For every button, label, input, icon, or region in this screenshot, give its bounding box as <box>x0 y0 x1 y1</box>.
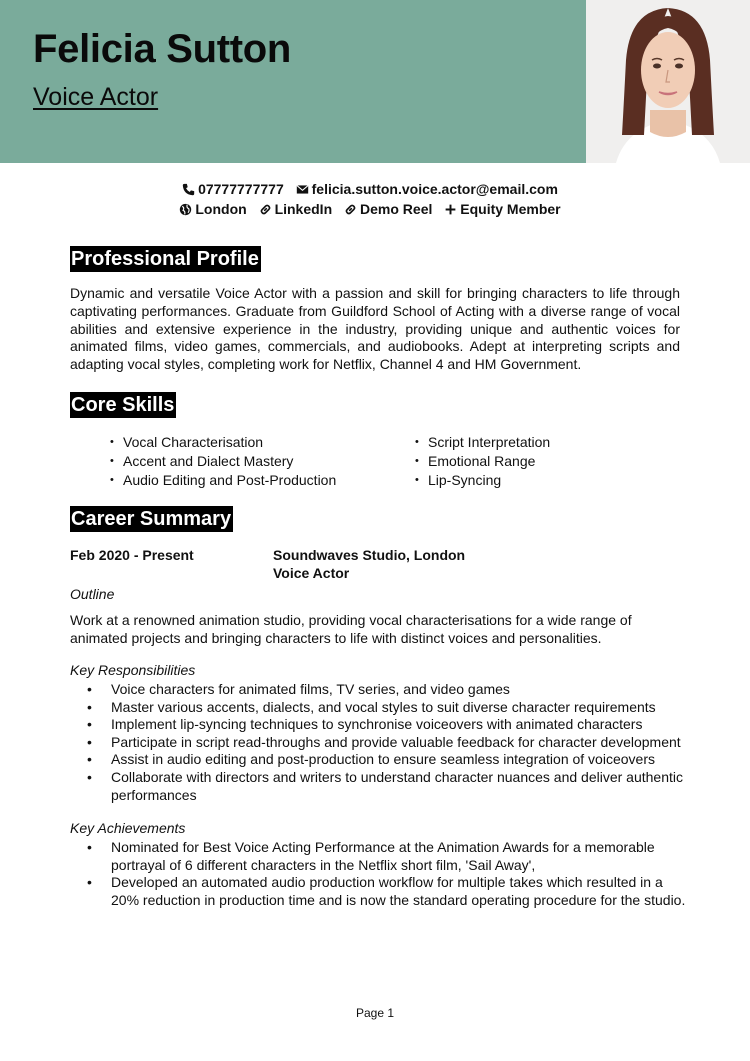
job-company: Soundwaves Studio, London <box>273 547 466 563</box>
linkedin-link[interactable] <box>259 201 336 217</box>
responsibilities-label: Key Responsibilities <box>70 662 196 678</box>
header-banner <box>0 0 586 163</box>
outline-label: Outline <box>70 586 115 602</box>
location-text: London <box>195 201 247 217</box>
skill-item: • Lip-Syncing <box>415 471 550 490</box>
list-item: • Assist in audio editing and post-production to ensure seamless integration of voiceovers <box>87 751 687 769</box>
candidate-name: Felicia Sutton <box>33 27 292 71</box>
section-heading-career: Career Summary <box>71 508 232 530</box>
email-address: felicia.sutton.voice.actor@email.com <box>311 181 558 197</box>
contact-phone[interactable] <box>182 181 288 197</box>
responsibilities-list <box>87 681 687 804</box>
job-dates: Feb 2020 - Present <box>70 547 194 563</box>
profile-photo <box>586 0 750 163</box>
envelope-icon <box>296 183 309 196</box>
skills-list-right <box>415 433 550 490</box>
list-item: • Nominated for Best Voice Acting Performance at the Animation Awards for a memorable portrayal of 6 different characters in the Netflix short film, 'Sail Away', <box>87 839 687 874</box>
page-number: Page 1 <box>355 1006 395 1020</box>
job-title: Voice Actor <box>273 565 350 581</box>
contact-line-secondary <box>0 201 740 217</box>
link-icon <box>259 203 272 216</box>
list-item: • Voice characters for animated films, TV series, and video games <box>87 681 687 699</box>
contact-line-primary <box>0 181 740 197</box>
skill-item: • Accent and Dialect Mastery <box>110 452 336 471</box>
profile-summary: Dynamic and versatile Voice Actor with a passion and skill for bringing characters to life through captivating performances. Graduate from Guildford School of Acting with a diverse range of vocal abilities and extensive experience in the industry, providing unique and authentic voices for animated films, video games, commercials, and audiobooks. Adept at interpreting scripts and adapting vocal styles, completing work for Netflix, Channel 4 and HM Government. <box>70 285 680 373</box>
list-item: • Implement lip-syncing techniques to synchronise voiceovers with animated characters <box>87 716 687 734</box>
list-item: • Collaborate with directors and writers to understand character nuances and deliver authentic performances <box>87 769 687 804</box>
plus-icon <box>444 203 457 216</box>
skills-list-left <box>110 433 336 490</box>
achievements-list <box>87 839 687 909</box>
skill-item: • Audio Editing and Post-Production <box>110 471 336 490</box>
phone-number: 07777777777 <box>198 181 284 197</box>
section-heading-profile: Professional Profile <box>71 248 259 270</box>
contact-email[interactable] <box>296 181 558 197</box>
link-icon <box>344 203 357 216</box>
job-outline: Work at a renowned animation studio, providing vocal characterisations for a wide range of animated projects and bringing characters to life with distinct voices and personalities. <box>70 612 632 646</box>
phone-icon <box>182 183 195 196</box>
list-item: • Master various accents, dialects, and vocal styles to suit diverse character requirements <box>87 699 687 717</box>
demo-reel-link[interactable] <box>344 201 436 217</box>
skill-item: • Vocal Characterisation <box>110 433 336 452</box>
membership-text: Equity Member <box>460 201 561 217</box>
globe-icon <box>179 203 192 216</box>
skill-item: • Emotional Range <box>415 452 550 471</box>
list-item: • Participate in script read-throughs and provide valuable feedback for character development <box>87 734 687 752</box>
contact-membership <box>444 201 560 217</box>
demo-reel-text: Demo Reel <box>360 201 433 217</box>
achievements-label: Key Achievements <box>70 820 186 836</box>
contact-location <box>179 201 250 217</box>
skill-item: • Script Interpretation <box>415 433 550 452</box>
linkedin-text: LinkedIn <box>274 201 333 217</box>
candidate-role: Voice Actor <box>33 83 159 111</box>
list-item: • Developed an automated audio production workflow for multiple takes which resulted in a 20% reduction in production time and is now the standard operating procedure for the studio. <box>87 874 687 909</box>
section-heading-skills: Core Skills <box>71 394 175 416</box>
